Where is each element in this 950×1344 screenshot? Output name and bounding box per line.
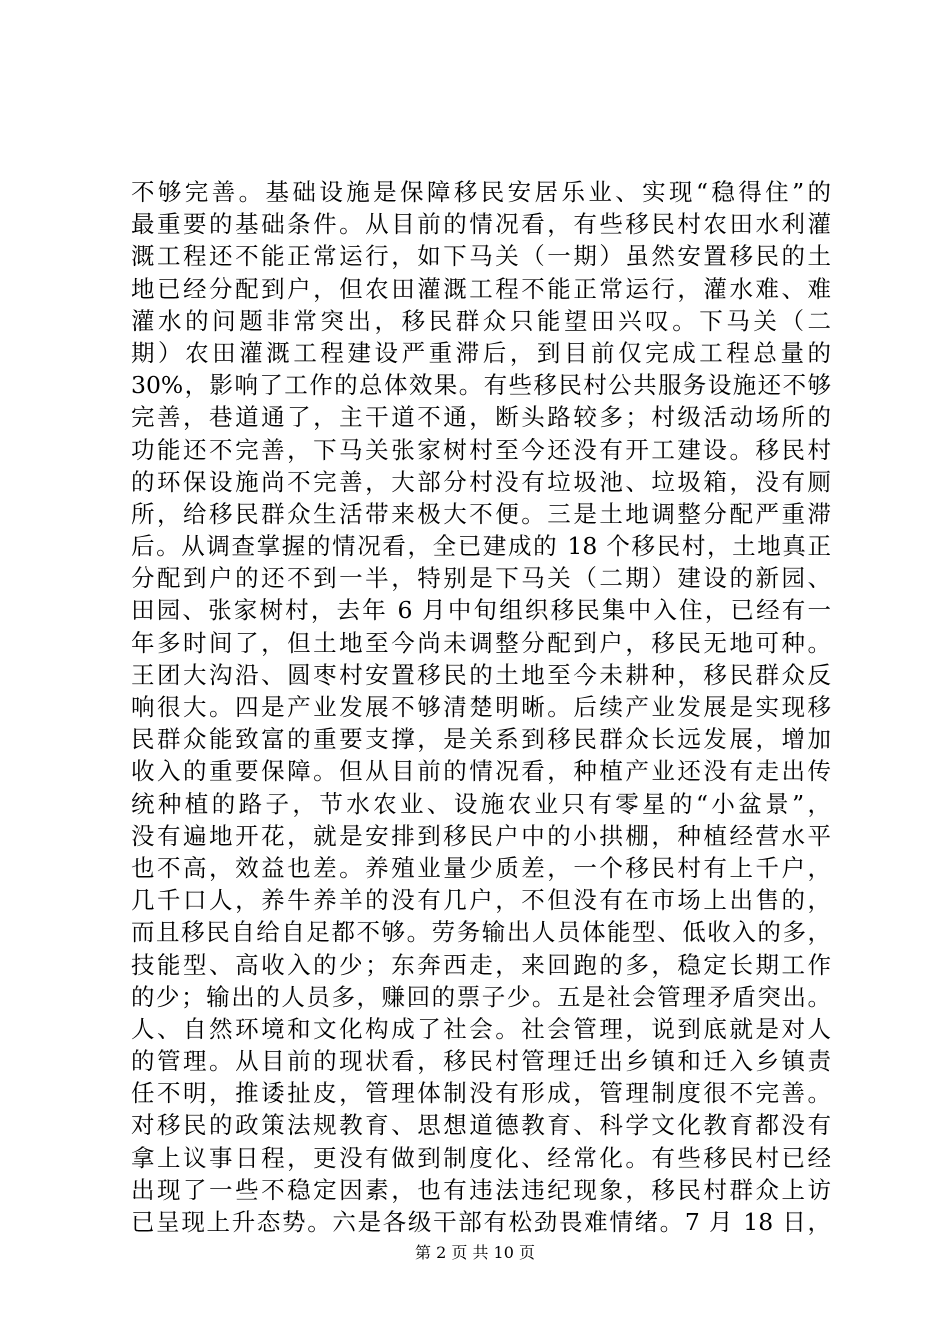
body-paragraph [131, 176, 831, 1238]
text-line: 的环保设施尚不完善，大部分村没有垃圾池、垃圾箱，没有厕 [131, 467, 831, 496]
text-line: 年多时间了，但土地至今尚未调整分配到户，移民无地可种。 [131, 628, 831, 657]
text-line: 溉工程还不能正常运行，如下马关（一期）虽然安置移民的土 [131, 242, 831, 271]
text-line: 灌水的问题非常突出，移民群众只能望田兴叹。下马关（二 [131, 306, 831, 335]
text-line: 期）农田灌溉工程建设严重滞后，到目前仅完成工程总量的 [131, 338, 831, 367]
text-line: 田园、张家树村，去年 6 月中旬组织移民集中入住，已经有一 [131, 596, 831, 625]
text-line: 几千口人，养牛养羊的没有几户，不但没有在市场上出售的， [131, 886, 831, 915]
text-line: 王团大沟沿、圆枣村安置移民的土地至今未耕种，移民群众反 [131, 660, 831, 689]
text-line: 而且移民自给自足都不够。劳务输出人员体能型、低收入的多， [131, 918, 831, 947]
text-line: 分配到户的还不到一半，特别是下马关（二期）建设的新园、 [131, 564, 831, 593]
text-line: 完善，巷道通了，主干道不通，断头路较多；村级活动场所的 [131, 403, 831, 432]
text-line: 不够完善。基础设施是保障移民安居乐业、实现“稳得住”的 [131, 178, 831, 206]
text-line: 响很大。四是产业发展不够清楚明晰。后续产业发展是实现移 [131, 693, 831, 721]
text-line: 没有遍地开花，就是安排到移民户中的小拱棚，种植经营水平 [131, 821, 831, 850]
text-line: 统种植的路子，节水农业、设施农业只有零星的“小盆景”， [131, 789, 831, 818]
text-line: 的少；输出的人员多，赚回的票子少。五是社会管理矛盾突出。 [131, 982, 831, 1011]
text-line: 人、自然环境和文化构成了社会。社会管理，说到底就是对人 [131, 1014, 831, 1043]
text-line: 也不高，效益也差。养殖业量少质差，一个移民村有上千户， [131, 853, 831, 882]
text-line: 30%，影响了工作的总体效果。有些移民村公共服务设施还不够 [131, 371, 831, 400]
text-line: 已呈现上升态势。六是各级干部有松劲畏难情绪。7 月 18 日， [131, 1208, 831, 1236]
text-line: 任不明，推诿扯皮，管理体制没有形成，管理制度很不完善。 [131, 1079, 831, 1108]
text-line: 民群众能致富的重要支撑，是关系到移民群众长远发展，增加 [131, 725, 831, 754]
text-line: 的管理。从目前的现状看，移民村管理迁出乡镇和迁入乡镇责 [131, 1047, 831, 1076]
text-line: 对移民的政策法规教育、思想道德教育、科学文化教育都没有 [131, 1111, 831, 1140]
text-line: 收入的重要保障。但从目前的情况看，种植产业还没有走出传 [131, 757, 831, 786]
text-line: 拿上议事日程，更没有做到制度化、经常化。有些移民村已经 [131, 1143, 831, 1172]
text-line: 技能型、高收入的少；东奔西走，来回跑的多，稳定长期工作 [131, 950, 831, 979]
text-line: 最重要的基础条件。从目前的情况看，有些移民村农田水利灌 [131, 210, 831, 239]
text-line: 所，给移民群众生活带来极大不便。三是土地调整分配严重滞 [131, 499, 831, 528]
page-number-footer: 第 2 页 共 10 页 [415, 1243, 535, 1262]
text-line: 后。从调查掌握的情况看，全已建成的 18 个移民村，土地真正 [131, 532, 831, 561]
text-line: 出现了一些不稳定因素，也有违法违纪现象，移民村群众上访 [131, 1175, 831, 1204]
text-line: 地已经分配到户，但农田灌溉工程不能正常运行，灌水难、难 [131, 274, 831, 303]
text-line: 功能还不完善，下马关张家树村至今还没有开工建设。移民村 [131, 435, 831, 464]
